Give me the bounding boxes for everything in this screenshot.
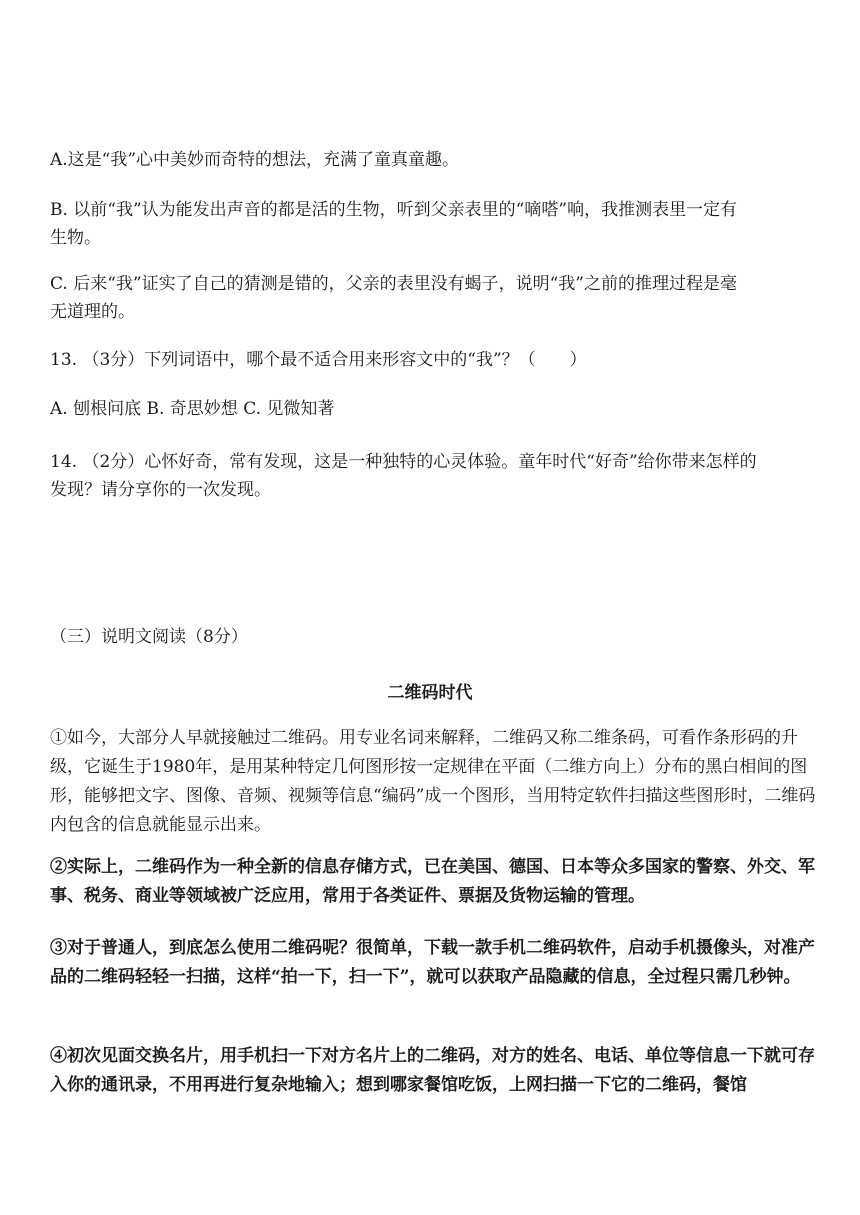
article-title: 二维码时代 [387,683,473,703]
section-heading: （三）说明文阅读（8分） [50,627,248,647]
article-paragraph-3: ③对于普通人，到底怎么使用二维码呢？很简单，下载一款手机二维码软件，启动手机摄像头，对准产品的二维码轻轻一扫描，这样“拍一下，扫一下”，就可以获取产品隐藏的信息，全过程只需几秒钟。 [50,938,815,987]
article-paragraph-4: ④初次见面交换名片，用手机扫一下对方名片上的二维码，对方的姓名、电话、单位等信息一下就可存入你的通讯录，不用再进行复杂地输入；想到哪家餐馆吃饭，上网扫描一下它的二维码，餐馆 [50,1046,815,1095]
q13-stem: 13. （3分）下列词语中，哪个最不适合用来形容文中的“我”？（ ） [50,350,587,370]
q14-line2: 发现？请分享你的一次发现。 [50,480,271,500]
q14-line1: 14. （2分）心怀好奇，常有发现，这是一种独特的心灵体验。童年时代“好奇”给你带来怎样的 [50,452,757,472]
q12-option-b-line1: B. 以前“我”认为能发出声音的都是活的生物，听到父亲表里的“嘀嗒”响，我推测表里一定有 [50,200,738,220]
article-paragraph-2: ②实际上，二维码作为一种全新的信息存储方式，已在美国、德国、日本等众多国家的警察、外交、军事、税务、商业等领域被广泛应用，常用于各类证件、票据及货物运输的管理。 [50,857,815,906]
q12-option-b-line2: 生物。 [50,228,101,248]
q12-option-c-line2: 无道理的。 [50,302,135,322]
q12-option-c-line1: C. 后来“我”证实了自己的猜测是错的，父亲的表里没有蝎子，说明“我”之前的推理过程是毫 [50,274,737,294]
q12-option-a: A.这是“我”心中美妙而奇特的想法，充满了童真童趣。 [50,150,460,170]
article-paragraph-1: ①如今，大部分人早就接触过二维码。用专业名词来解释，二维码又称二维条码，可看作条形码的升级，它诞生于1980年，是用某种特定几何图形按一定规律在平面（二维方向上）分布的黑白相间的图形，能够把文字、图像、音频、视频等信息“编码”成一个图形，当用特定软件扫描这些图形时，二维码内包含的信息就能显示出来。 [50,728,816,835]
q13-options: A. 刨根问底 B. 奇思妙想 C. 见微知著 [50,399,335,419]
